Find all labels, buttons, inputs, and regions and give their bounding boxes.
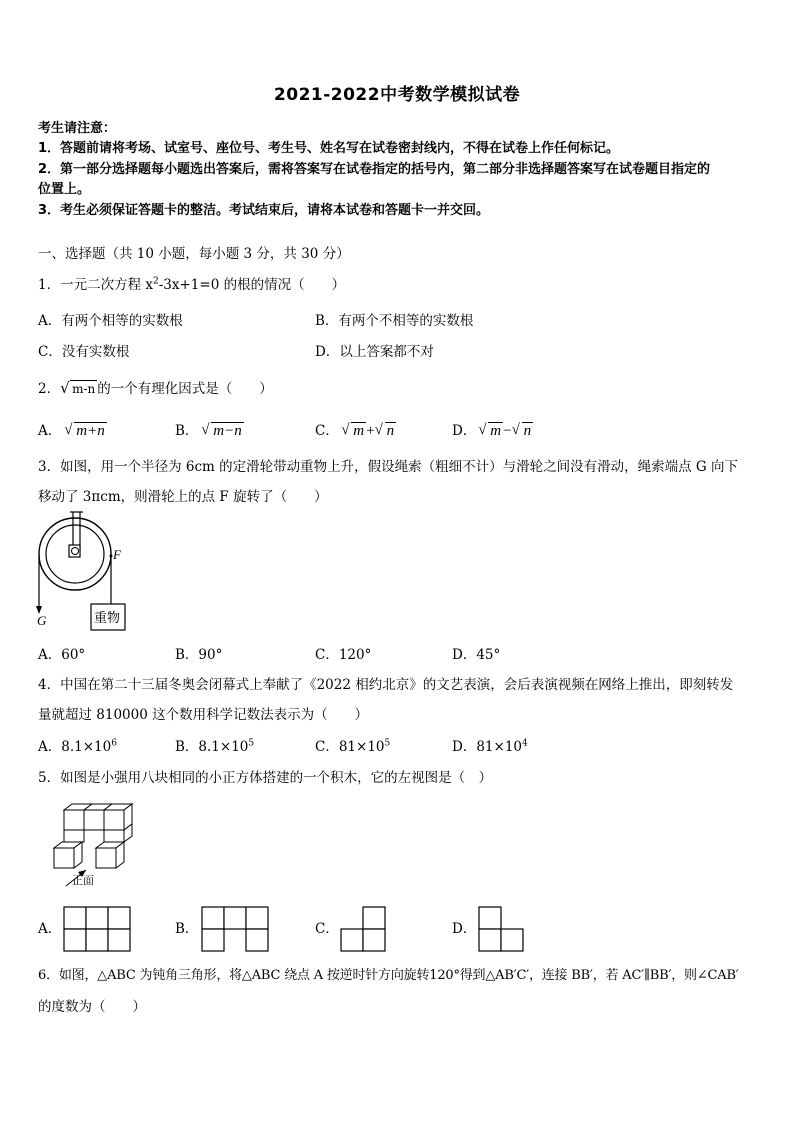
grid-cell: [363, 929, 385, 951]
q4-option-b-base: B．8.1×10: [175, 739, 249, 755]
q4-option-a-base: A．8.1×10: [38, 739, 112, 755]
q2-option-d-expr-n: [512, 422, 534, 440]
cube-block-figure: [50, 804, 140, 890]
q4-option-b[interactable]: [175, 738, 254, 756]
q2-option-b-expr: [201, 422, 243, 440]
q2-option-c-m: m: [353, 423, 365, 439]
q3-option-c[interactable]: C．120°: [315, 647, 372, 663]
q2-option-d-sign: −: [503, 423, 512, 439]
q4-option-b-exp: 5: [248, 738, 255, 749]
grid-cell: [108, 907, 130, 929]
q2-stem-post: 的一个有理化因式是（ ）: [97, 381, 273, 397]
q2-option-d-expr-m: [478, 422, 503, 440]
q2-option-c[interactable]: [315, 422, 396, 440]
grid-cell: [202, 929, 224, 951]
q5-option-a-view[interactable]: [63, 906, 131, 952]
q4-option-d[interactable]: [452, 738, 528, 756]
q2-option-a-letter: A．: [38, 423, 62, 439]
q4-option-d-base: D．81×10: [452, 739, 522, 755]
cube-front-face: [96, 848, 116, 868]
page-title: 2021-2022中考数学模拟试卷: [273, 85, 521, 105]
q2-option-d-letter: D．: [452, 423, 477, 439]
notice-item-2: 2．第一部分选择题每小题选出答案后，需将答案写在试卷指定的括号内，第二部分非选择题答案写在试卷题目指定的: [38, 162, 711, 177]
q5-option-a-letter[interactable]: A．: [38, 921, 62, 937]
grid-cell: [246, 907, 268, 929]
q6-stem-line2: 的度数为（ ）: [38, 999, 146, 1015]
q3-option-a[interactable]: A．60°: [38, 647, 86, 663]
grid-cell: [86, 929, 108, 951]
grid-cell: [363, 907, 385, 929]
sqrt-icon: √: [341, 422, 350, 438]
q3-stem-line1: 3．如图，用一个半径为 6cm 的定滑轮带动重物上升，假设绳索（粗细不计）与滑轮之间没有滑动，绳索端点 G 向下: [38, 459, 738, 475]
q2-option-a-radicand: m+n: [76, 423, 105, 439]
q5-stem: 5．如图是小强用八块相同的小正方体搭建的一个积木，它的左视图是（ ）: [38, 770, 493, 786]
notice-item-2-cont: 位置上。: [38, 182, 91, 197]
sqrt-icon: √: [64, 422, 73, 438]
grid-cell: [86, 907, 108, 929]
q2-radical: [60, 380, 97, 398]
q5-option-b-view[interactable]: [201, 906, 269, 952]
grid-cell: [246, 929, 268, 951]
cube-front-face: [64, 810, 84, 830]
section-heading: 一、选择题（共 10 小题，每小题 3 分，共 30 分）: [38, 246, 350, 262]
label-f: F: [113, 547, 121, 562]
grid-cell: [64, 929, 86, 951]
q2-option-c-n: n: [386, 423, 395, 439]
q2-option-c-expr-n: [375, 422, 397, 440]
grid-cell: [479, 907, 501, 929]
sqrt-icon: √: [201, 422, 210, 438]
q2-num: 2．: [38, 381, 61, 397]
q5-option-c-letter[interactable]: C．: [315, 921, 339, 937]
cube-front-face: [54, 848, 74, 868]
q3-option-d[interactable]: D．45°: [452, 647, 501, 663]
notice-item-3: 3．考生必须保证答题卡的整洁。考试结束后，请将本试卷和答题卡一并交回。: [38, 203, 490, 218]
grid-cell: [224, 907, 246, 929]
q6-stem-line1: 6．如图，△ABC 为钝角三角形，将△ABC 绕点 A 按逆时针方向旋转120°得到△AB′C′，连接 BB′，若 AC′∥BB′，则∠CAB′: [38, 968, 739, 983]
q1-stem-post: -3x+1=0 的根的情况（ ）: [158, 277, 346, 293]
q3-option-b[interactable]: B．90°: [175, 647, 223, 663]
grid-cell: [341, 929, 363, 951]
q2-option-a[interactable]: [38, 422, 107, 440]
q1-option-c[interactable]: C．没有实数根: [38, 344, 130, 360]
q1-option-d[interactable]: D．以上答案都不对: [315, 344, 434, 360]
grid-cell: [501, 929, 523, 951]
grid-cell: [479, 929, 501, 951]
front-label: 正面: [72, 874, 94, 887]
q4-option-c-base: C．81×10: [315, 739, 385, 755]
cube-front-face: [104, 810, 124, 830]
sqrt-icon: √: [374, 422, 383, 438]
q2-option-c-expr-m: [341, 422, 366, 440]
notice-heading: 考生请注意：: [38, 121, 117, 136]
q4-option-a[interactable]: [38, 738, 117, 756]
grid-cell: [202, 907, 224, 929]
q4-stem-line1: 4．中国在第二十三届冬奥会闭幕式上奉献了《2022 相约北京》的文艺表演，会后表演视频在网络上推出，即刻转发: [38, 677, 734, 693]
q4-option-c-exp: 5: [384, 738, 391, 749]
q1-option-b[interactable]: B．有两个不相等的实数根: [315, 313, 474, 329]
cube-stack: [54, 804, 132, 868]
q2-option-b[interactable]: [175, 422, 244, 440]
sqrt-icon: √: [511, 422, 520, 438]
q1-option-a[interactable]: A．有两个相等的实数根: [38, 313, 183, 329]
q2-option-b-radicand: m−n: [213, 423, 242, 439]
q2-option-c-letter: C．: [315, 423, 339, 439]
q2-option-d[interactable]: [452, 422, 533, 440]
q2-stem: [38, 380, 273, 398]
q3-stem-line2: 移动了 3πcm，则滑轮上的点 F 旋转了（ ）: [38, 489, 328, 505]
q5-option-d-letter[interactable]: D．: [452, 921, 477, 937]
q1-stem: [38, 276, 345, 294]
q2-option-d-m: m: [490, 423, 502, 439]
q2-option-d-n: n: [523, 423, 532, 439]
cube-front-face: [84, 810, 104, 830]
grid-cell: [108, 929, 130, 951]
q5-option-d-view[interactable]: [478, 906, 524, 952]
q4-stem-line2: 量就超过 810000 这个数用科学记数法表示为（ ）: [38, 707, 369, 723]
sqrt-icon: √: [478, 422, 487, 438]
weight-label: 重物: [94, 610, 121, 625]
q1-stem-pre: 1．一元二次方程 x: [38, 277, 153, 293]
q2-radicand: m-n: [72, 382, 96, 396]
q4-option-d-exp: 4: [522, 738, 528, 749]
q5-option-c-view[interactable]: [340, 906, 386, 952]
grid-cell: [64, 907, 86, 929]
cube-front-face: [64, 830, 84, 842]
q5-option-b-letter[interactable]: B．: [175, 921, 199, 937]
notice-item-1: 1．答题前请将考场、试室号、座位号、考生号、姓名写在试卷密封线内，不得在试卷上作任何标记。: [38, 141, 620, 156]
q4-option-a-exp: 6: [111, 738, 117, 749]
q2-option-b-letter: B．: [175, 423, 199, 439]
q1-stem-sup: 2: [153, 276, 159, 287]
label-g: G: [37, 613, 47, 628]
cube-front-face: [104, 830, 124, 842]
q2-option-c-sign: +: [366, 423, 375, 439]
q2-option-a-expr: [64, 422, 106, 440]
q4-option-c[interactable]: [315, 738, 390, 756]
sqrt-icon: √: [60, 379, 70, 397]
